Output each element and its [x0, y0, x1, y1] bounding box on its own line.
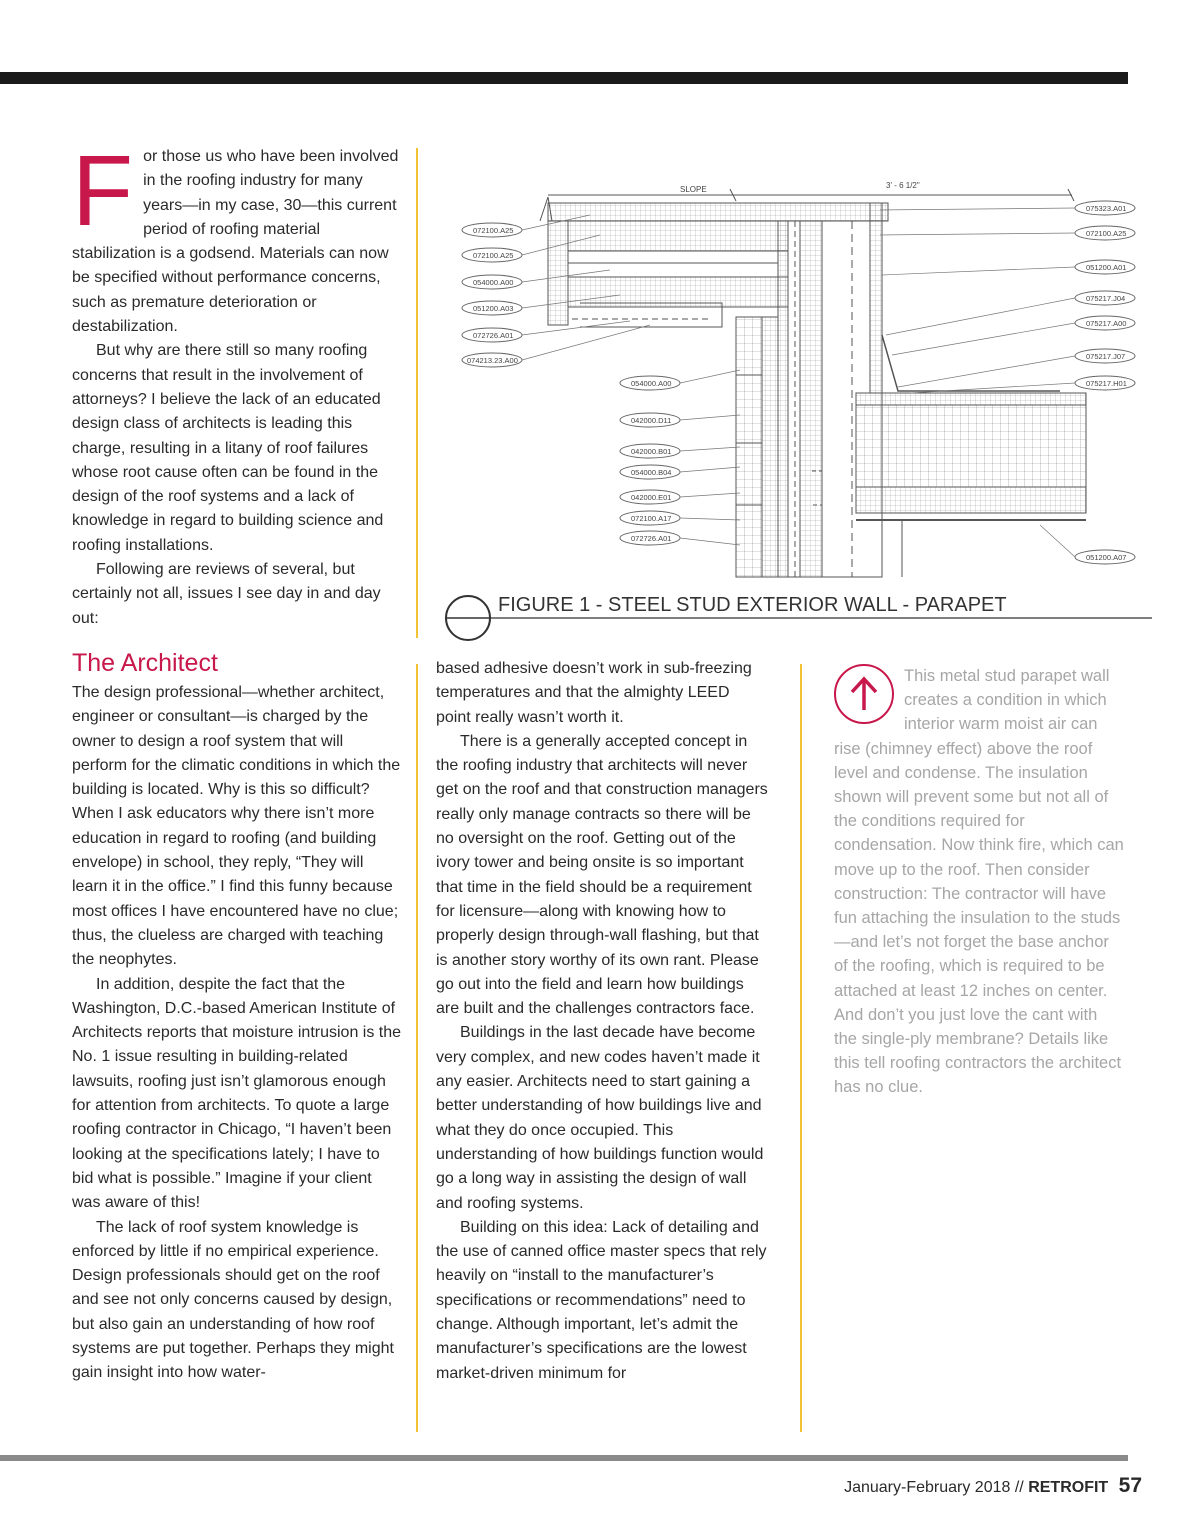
tag-center: 072100.A17 — [631, 514, 672, 523]
section-column-1 — [72, 681, 402, 1386]
up-arrow-icon — [834, 664, 894, 724]
tag-center: 054000.A00 — [631, 379, 672, 388]
intro-paragraph-1: or those us who have been involved in the roofing industry for many years—in my case, 30—this current period of roofing material stabilization is a godsend. Materials can now be specified without performance concerns, such as premature deterioration or destabilization. — [72, 148, 399, 336]
tag-left: 072100.A25 — [473, 226, 514, 235]
column-divider — [416, 148, 418, 638]
tag-center: 072726.A01 — [631, 534, 672, 543]
tag-right: 072100.A25 — [1086, 229, 1127, 238]
tag-right: 051200.A01 — [1086, 263, 1127, 272]
slope-label: SLOPE — [680, 185, 707, 194]
column2-paragraph-2: There is a generally accepted concept in the roofing industry that architects will never get on the roof and that construction managers really only manage contracts so there will be no oversight on the roof. Getting out of the ivory tower and being onsite is so important that time in the field should be a requirement for licensure—along with knowing how to properly design through-wall flashing, but that is another story worthy of its own rant. Please go out into the field and learn how buildings are built and the challenges contractors face. — [436, 732, 768, 1018]
tag-right: 075217.J04 — [1086, 294, 1126, 303]
tag-left: 054000.A00 — [473, 278, 514, 287]
drop-cap: F — [72, 135, 134, 247]
column2-paragraph-3: Buildings in the last decade have become very complex, and new codes haven’t made it any easier. Architects need to start gaining a better understanding of how buildings live and what they do once occupied. This understanding of how buildings function would go a long way in assisting the design of wall and roofing systems. — [436, 1024, 764, 1212]
tag-center: 042000.B01 — [631, 447, 672, 456]
figure-caption-sidebar — [834, 664, 1124, 1100]
bottom-rule — [0, 1455, 1128, 1461]
tag-right: 075217.A00 — [1086, 319, 1127, 328]
intro-column — [72, 135, 402, 631]
column-divider — [416, 664, 418, 1432]
tag-left: 072726.A01 — [473, 331, 514, 340]
section-paragraph-2: In addition, despite the fact that the Washington, D.C.-based American Institute of Architects reports that moisture intrusion is the No. 1 issue resulting in building-related lawsuits, roofing just isn’t glamorous enough for attention from architects. To quote a large roofing contractor in Chicago, “I haven’t been looking at the specifications lately; I have to bid what is possible.” Imagine if your client was aware of this! — [72, 975, 402, 1212]
center-tags — [620, 370, 740, 545]
figure-title: FIGURE 1 - STEEL STUD EXTERIOR WALL - PARAPET — [498, 594, 1007, 616]
issue-date: January-February 2018 // — [844, 1479, 1024, 1496]
tag-right: 075323.A01 — [1086, 204, 1127, 213]
tag-center: 042000.D11 — [631, 416, 672, 425]
column2-paragraph-4: Building on this idea: Lack of detailing and the use of canned office master specs that rely heavily on “install to the manufacturer’s specifications or recommendations” need to change. Although important, let’s admit the manufacturer’s specifications are the lowest market-driven minimum for — [436, 1218, 767, 1382]
section-heading: The Architect — [72, 649, 218, 677]
dimension-label: 3' - 6 1/2" — [886, 181, 920, 190]
section-paragraph-3: The lack of roof system knowledge is enforced by little if no empirical experience. Design professionals should get on the roof and see not only concerns caused by design, but also gain an understanding of how roof systems are put together. Perhaps they might gain insight into how water- — [72, 1218, 394, 1382]
tag-center: 042000.E01 — [631, 493, 672, 502]
tag-right: 075217.J07 — [1086, 352, 1126, 361]
column-divider — [800, 664, 802, 1432]
page-number: 57 — [1118, 1474, 1142, 1497]
dimension-line — [548, 189, 1074, 201]
intro-paragraph-3: Following are reviews of several, but certainly not all, issues I see day in and day out: — [72, 561, 381, 627]
top-rule — [0, 72, 1128, 84]
caption-text: This metal stud parapet wall creates a condition in which interior warm moist air can rise (chimney effect) above the roof level and condense. The insulation shown will prevent some but not all of the conditions required for condensation. Now think fire, which can move up to the roof. Then consider construction: The contractor will have fun attaching the insulation to the studs—and let’s not forget the base anchor of the roofing, which is required to be attached at least 12 inches on center. And don’t you just love the cant with the single-ply membrane? Details like this tell roofing contractors the architect has no clue. — [834, 667, 1124, 1097]
figure-title-block — [446, 594, 1152, 640]
tag-right: 051200.A07 — [1086, 553, 1127, 562]
page-footer — [844, 1474, 1142, 1498]
section-paragraph-1: The design professional—whether architect, engineer or consultant—is charged by the owner to design a roof system that will perform for the climatic conditions in which the building is located. Why is this so difficult? When I ask educators why there isn’t more education in regard to roofing (and building envelope) in school, they reply, “They will learn it in the office.” I find this funny because most offices I have encountered have no clue; thus, the clueless are charged with teaching the neophytes. — [72, 684, 401, 969]
tag-center: 054000.B04 — [631, 468, 672, 477]
section-column-2 — [436, 657, 768, 1386]
column2-paragraph-1: based adhesive doesn’t work in sub-freezing temperatures and that the almighty LEED point really wasn’t worth it. — [436, 660, 752, 726]
parapet-detail-figure — [440, 175, 1155, 645]
tag-left: 051200.A03 — [473, 304, 514, 313]
intro-paragraph-2: But why are there still so many roofing concerns that result in the involvement of attorneys? I believe the lack of an educated design class of architects is leading this charge, resulting in a litany of roof failures whose root cause often can be found in the design of the roof systems and a lack of knowledge in regard to building science and roofing installations. — [72, 342, 384, 554]
tag-left: 072100.A25 — [473, 251, 514, 260]
tag-right: 075217.H01 — [1086, 379, 1127, 388]
magazine-name: RETROFIT — [1028, 1479, 1109, 1496]
tag-left: 074213.23.A00 — [467, 356, 518, 365]
